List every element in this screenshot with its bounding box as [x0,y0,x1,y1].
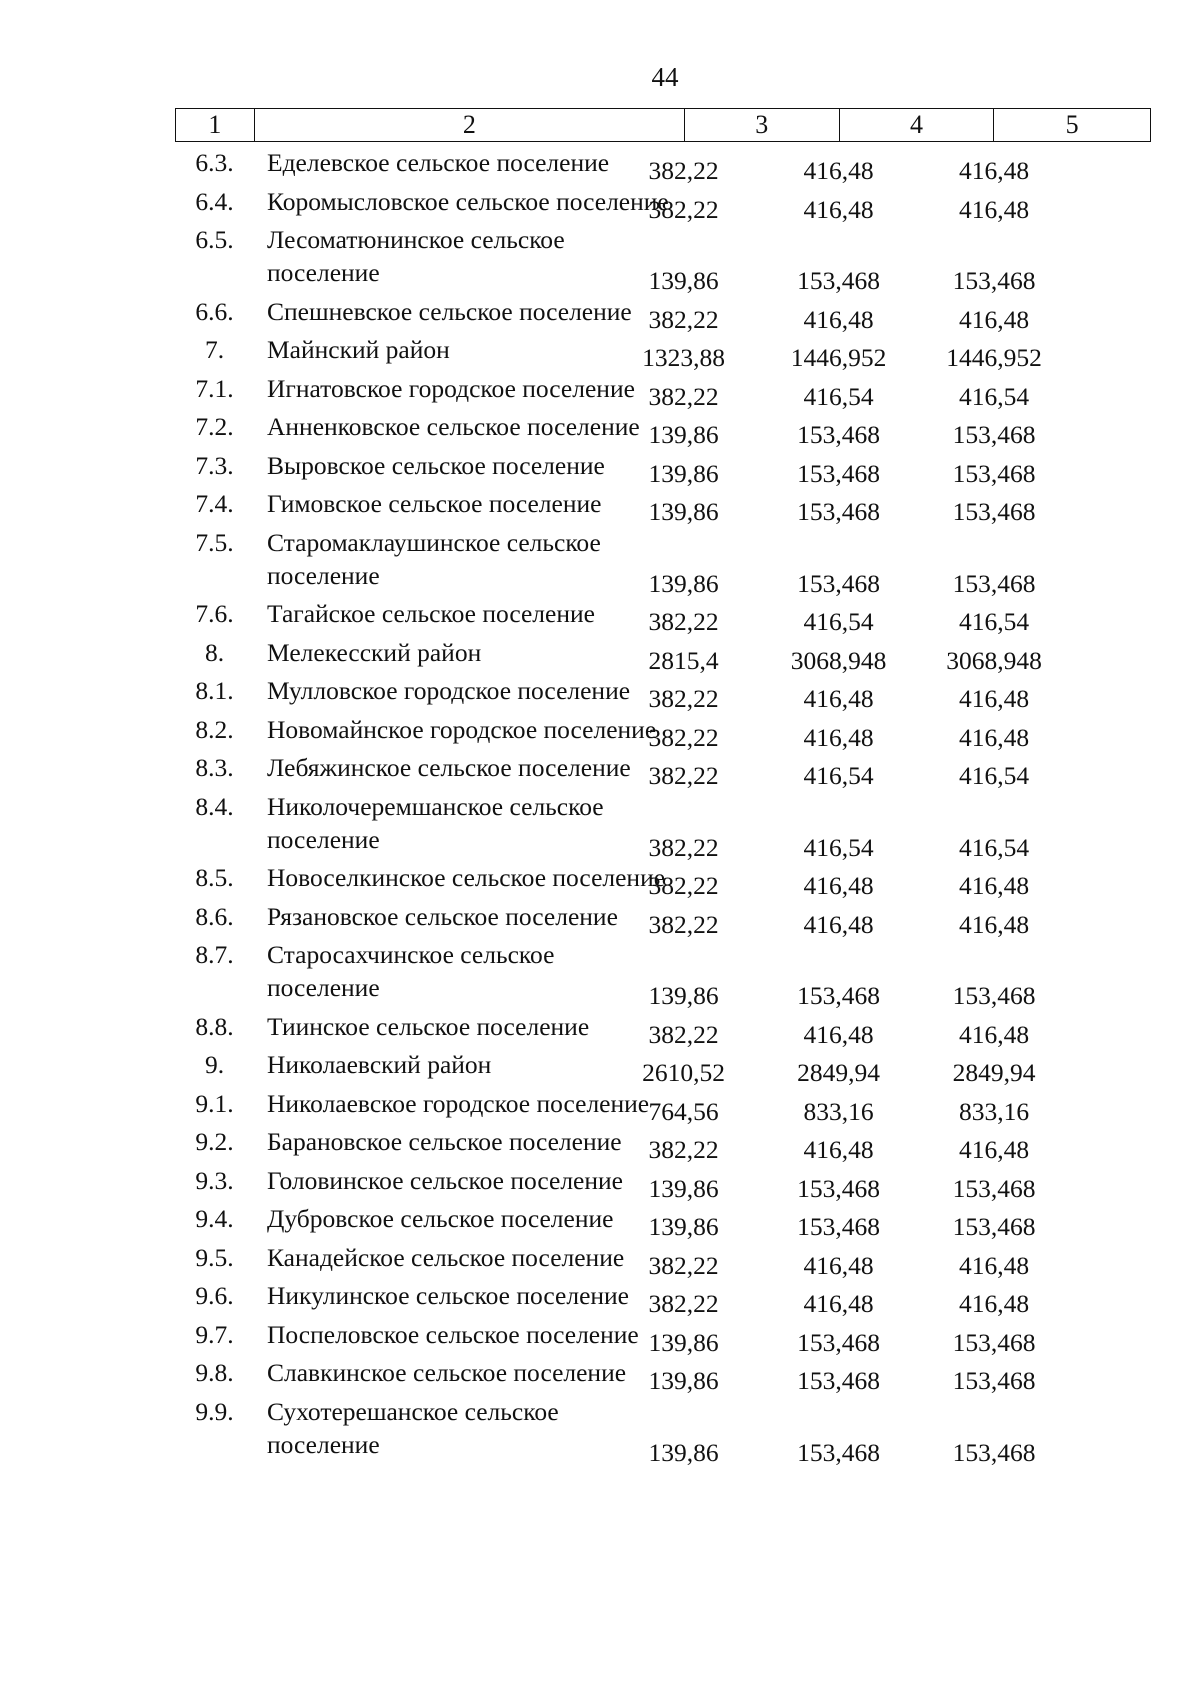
table-row [175,526,1151,598]
row-value-col-5: 153,468 [952,458,1036,488]
row-number: 9.1. [195,1088,234,1118]
table-row [175,938,1151,1010]
row-value-col-3: 382,22 [648,761,719,790]
row-value-col-5: 416,48 [958,156,1030,185]
row-number: 8.5. [195,863,234,892]
table-row [175,1395,1151,1467]
row-name-cell [175,487,606,520]
row-number: 8.3. [195,753,234,782]
row-value-col-4: 153,468 [797,981,880,1010]
row-value-col-4: 416,54 [803,761,874,790]
row-number: 7.5. [195,527,234,557]
row-name: Анненковское сельское поселение [267,412,640,441]
row-name: Славкинское сельское поселение [267,1358,627,1387]
row-number: 9.8. [195,1358,234,1387]
table-row [175,1048,1151,1087]
row-value-col-4: 416,48 [803,156,874,185]
row-value-col-4: 416,54 [803,381,874,411]
row-number: 7.3. [195,450,234,480]
row-name: Майнский район [267,335,450,364]
row-value-col-3: 382,22 [648,1135,719,1164]
row-number: 7. [204,335,225,364]
row-number: 9.6. [195,1281,234,1310]
row-number: 7.6. [195,599,234,628]
table-row [175,1279,1151,1318]
row-name-cell [175,861,666,894]
row-name-cell [175,751,631,784]
row-number: 7.4. [195,489,234,518]
row-number: 9.5. [195,1242,234,1272]
row-value-col-3: 2610,52 [642,1058,725,1087]
row-name: Тиинское сельское поселение [267,1011,590,1041]
page-number: 44 [651,62,679,92]
row-name: Коромысловское сельское поселение [267,186,669,216]
row-value-col-4: 416,48 [803,1289,874,1318]
row-name: Никулинское сельское поселение [267,1281,630,1310]
row-value-col-4: 153,468 [797,458,880,488]
row-name-cell [175,223,606,289]
row-value-col-3: 1323,88 [642,343,725,372]
row-value-col-5: 153,468 [952,1327,1036,1357]
row-name: Спешневское сельское поселение [267,296,632,326]
row-value-col-4: 153,468 [797,1327,880,1357]
row-value-col-4: 416,48 [803,304,874,334]
row-value-col-5: 153,468 [952,1212,1036,1241]
table-row [175,597,1151,636]
table-row [175,410,1151,449]
table-body [175,146,1151,1466]
row-value-col-5: 153,468 [952,981,1036,1010]
row-number: 8.1. [195,676,234,705]
row-name-cell [175,1125,622,1158]
row-value-col-3: 382,22 [648,684,719,713]
row-name: Сухотерешанское сельское поселение [267,1396,559,1459]
table-row [175,1356,1151,1395]
row-value-col-5: 416,54 [958,607,1030,636]
row-number: 8.8. [195,1011,234,1041]
row-value-col-4: 416,48 [803,722,874,752]
row-value-col-4: 3068,948 [790,645,887,675]
row-name-cell [175,1395,606,1461]
row-value-col-4: 153,468 [797,1212,880,1241]
row-number: 7.2. [195,412,234,441]
row-name: Барановское сельское поселение [267,1127,622,1156]
row-name-cell [175,597,606,630]
table-row [175,674,1151,713]
row-name: Мелекесский район [267,637,482,667]
row-value-col-5: 416,48 [958,1250,1030,1280]
row-name-cell [175,410,640,443]
row-number: 8.7. [195,940,234,969]
row-value-col-5: 1446,952 [946,343,1042,372]
row-value-col-4: 153,468 [797,1173,880,1203]
row-value-col-3: 139,86 [648,497,719,526]
row-name-cell [175,333,606,366]
header-col-1: 1 [176,109,255,141]
table-row [175,223,1151,295]
row-value-col-5: 416,54 [958,761,1030,790]
row-value-col-5: 416,48 [958,194,1030,224]
table-row [175,1318,1151,1357]
row-value-col-3: 382,22 [648,304,719,334]
table-row [175,1241,1151,1280]
row-number: 8.6. [195,901,234,931]
row-value-col-3: 382,22 [648,194,719,224]
row-value-col-3: 382,22 [648,156,719,185]
row-value-col-5: 416,48 [958,1019,1030,1049]
row-value-col-4: 1446,952 [790,343,887,372]
row-value-col-3: 139,86 [648,266,719,295]
table-row [175,372,1151,411]
row-value-col-5: 153,468 [952,266,1036,295]
row-name-cell [175,526,606,592]
header-col-3: 3 [685,109,840,141]
row-value-col-5: 416,48 [958,871,1030,900]
row-value-col-4: 416,48 [803,194,874,224]
row-value-col-4: 153,468 [797,497,880,526]
row-value-col-4: 416,48 [803,871,874,900]
row-name: Лебяжинское сельское поселение [267,753,631,782]
row-value-col-5: 416,54 [958,381,1030,411]
row-value-col-4: 833,16 [803,1096,874,1126]
row-name-cell [175,713,657,746]
row-name-cell [175,674,631,707]
row-name: Мулловское городское поселение [267,676,631,705]
row-name: Гимовское сельское поселение [267,489,602,518]
row-value-col-5: 416,48 [958,1289,1030,1318]
row-value-col-5: 153,468 [952,1437,1036,1467]
row-name: Рязановское сельское поселение [267,901,618,931]
row-value-col-3: 139,86 [648,1173,719,1203]
row-value-col-4: 416,48 [803,909,874,939]
table-row [175,1202,1151,1241]
row-value-col-3: 382,22 [648,1250,719,1280]
row-value-col-5: 833,16 [958,1096,1030,1126]
row-value-col-3: 139,86 [648,568,719,598]
row-number: 6.5. [195,225,234,254]
row-name-cell [175,1318,639,1351]
row-value-col-4: 153,468 [797,1366,880,1395]
row-name: Новомайнское городское поселение [267,714,657,744]
row-value-col-3: 139,86 [648,981,719,1010]
row-value-col-5: 416,48 [958,304,1030,334]
row-name-cell [175,790,606,856]
row-name: Николаевский район [267,1050,492,1079]
row-name-cell [175,1164,623,1197]
row-name-cell [175,1087,650,1120]
table-row [175,1125,1151,1164]
row-name-cell [175,295,632,328]
table-row [175,861,1151,900]
row-name-cell [175,146,610,179]
row-value-col-4: 416,48 [803,684,874,713]
row-value-col-3: 382,22 [648,1289,719,1318]
header-col-4: 4 [840,109,995,141]
row-value-col-5: 416,48 [958,1135,1030,1164]
row-name: Головинское сельское поселение [267,1165,623,1195]
row-number: 6.6. [195,296,234,326]
row-number: 8.2. [195,714,234,744]
row-value-col-3: 382,22 [648,871,719,900]
row-value-col-3: 139,86 [648,1366,719,1395]
row-number: 6.3. [195,148,234,177]
header-col-2: 2 [255,109,685,141]
row-value-col-3: 139,86 [648,458,719,488]
row-value-col-4: 153,468 [797,266,880,295]
row-number: 8. [204,637,225,667]
row-name-cell [175,1010,606,1043]
row-value-col-3: 382,22 [648,381,719,411]
table-row [175,790,1151,862]
row-name: Тагайское сельское поселение [267,599,595,628]
row-value-col-3: 2815,4 [648,645,719,675]
row-value-col-3: 139,86 [648,1437,719,1467]
row-name-cell [175,449,606,482]
table-row [175,487,1151,526]
row-value-col-4: 2849,94 [797,1058,880,1087]
row-name: Старомаклаушинское сельское поселение [267,527,601,590]
row-value-col-5: 153,468 [952,497,1036,526]
row-value-col-5: 2849,94 [952,1058,1036,1087]
row-name: Еделевское сельское поселение [267,148,610,177]
table-row [175,185,1151,224]
table-row [175,333,1151,372]
table-row [175,1010,1151,1049]
row-name-cell [175,185,669,218]
row-name-cell [175,900,618,933]
row-value-col-5: 153,468 [952,1173,1036,1203]
row-name-cell [175,1279,630,1312]
table-header [175,108,1151,142]
row-name: Дубровское сельское поселение [267,1204,614,1233]
row-value-col-5: 416,48 [958,909,1030,939]
row-value-col-5: 416,48 [958,684,1030,713]
row-value-col-4: 416,54 [803,832,874,862]
row-value-col-3: 382,22 [648,832,719,862]
row-value-col-4: 153,468 [797,568,880,598]
table-row [175,713,1151,752]
row-number: 9.7. [195,1319,234,1349]
row-name-cell [175,372,635,405]
row-name: Игнатовское городское поселение [267,373,635,403]
header-col-5: 5 [1065,110,1079,139]
row-number: 7.1. [195,373,234,403]
row-name: Николочеремшанское сельское поселение [267,791,604,854]
row-value-col-5: 153,468 [952,420,1036,449]
row-name-cell [175,1048,606,1081]
row-value-col-4: 153,468 [797,420,880,449]
row-number: 6.4. [195,186,234,216]
row-value-col-3: 382,22 [648,607,719,636]
row-value-col-4: 416,48 [803,1019,874,1049]
row-name: Поспеловское сельское поселение [267,1319,639,1349]
row-name: Лесоматюнинское сельское поселение [267,225,565,287]
row-value-col-4: 416,48 [803,1135,874,1164]
table-row [175,146,1151,185]
row-name: Старосахчинское сельское поселение [267,940,555,1002]
row-value-col-5: 153,468 [952,568,1036,598]
row-name-cell [175,1356,627,1389]
row-name-cell [175,938,606,1004]
row-name-cell [175,1241,625,1274]
row-number: 9. [204,1050,225,1079]
row-number: 9.9. [195,1396,234,1426]
row-number: 9.3. [195,1165,234,1195]
row-value-col-3: 139,86 [648,1212,719,1241]
row-value-col-4: 416,48 [803,1250,874,1280]
row-value-col-3: 382,22 [648,1019,719,1049]
row-value-col-4: 153,468 [797,1437,880,1467]
table-row [175,1164,1151,1203]
row-name-cell [175,636,606,669]
row-value-col-5: 153,468 [952,1366,1036,1395]
table-row [175,751,1151,790]
row-value-col-5: 3068,948 [946,645,1042,675]
row-value-col-3: 382,22 [648,909,719,939]
table-row [175,636,1151,675]
table-row [175,1087,1151,1126]
row-name: Выровское сельское поселение [267,450,605,480]
row-value-col-5: 416,48 [958,722,1030,752]
table-row [175,900,1151,939]
row-value-col-5: 416,54 [958,832,1030,862]
row-name: Новоселкинское сельское поселение [267,863,666,892]
row-value-col-3: 764,56 [648,1096,719,1126]
table-row [175,295,1151,334]
row-number: 8.4. [195,791,234,821]
table-row [175,449,1151,488]
row-name: Канадейское сельское поселение [267,1242,625,1272]
row-number: 9.2. [195,1127,234,1156]
row-name-cell [175,1202,614,1235]
row-value-col-3: 139,86 [648,420,719,449]
row-number: 9.4. [195,1204,234,1233]
row-value-col-3: 382,22 [648,722,719,752]
row-name: Николаевское городское поселение [267,1088,650,1118]
row-value-col-4: 416,54 [803,607,874,636]
row-value-col-3: 139,86 [648,1327,719,1357]
